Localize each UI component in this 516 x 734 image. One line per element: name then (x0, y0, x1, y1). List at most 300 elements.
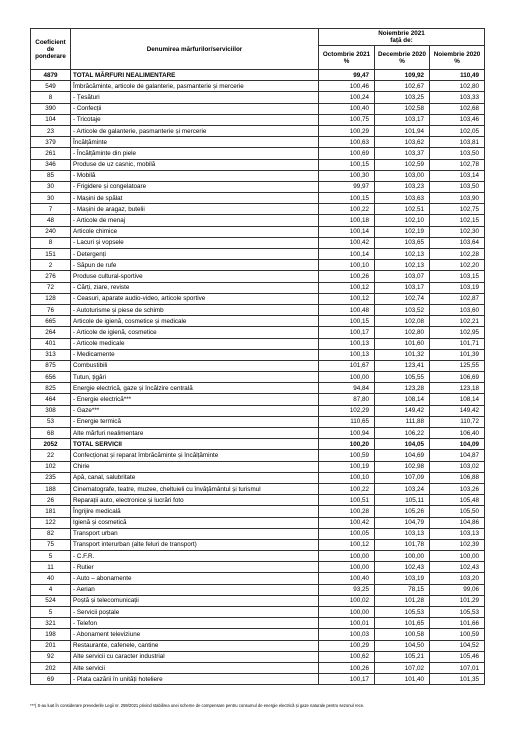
index-oct-cell: 94,84 (319, 383, 375, 394)
index-dec-cell: 102,13 (375, 249, 430, 260)
item-name-cell: Igienă și cosmetică (71, 517, 319, 528)
table-row (31, 584, 485, 595)
item-name-cell: Îmbrăcăminte, articole de galanterie, pasmanterie și mercerie (71, 81, 319, 92)
index-nov-cell: 103,46 (430, 114, 485, 125)
index-oct-cell: 100,15 (319, 316, 375, 327)
weight-cell: 104 (31, 114, 71, 125)
index-dec-cell: 101,40 (375, 674, 430, 685)
index-nov-cell: 102,75 (430, 204, 485, 215)
item-name-cell: - Detergenți (71, 249, 319, 260)
index-nov-cell: 106,88 (430, 472, 485, 483)
table-row (31, 81, 485, 92)
index-nov-cell: 101,29 (430, 595, 485, 606)
header-name: Denumirea mărfurilor/serviciilor (71, 29, 319, 70)
index-oct-cell: 100,69 (319, 148, 375, 159)
weight-cell: 188 (31, 483, 71, 494)
index-oct-cell: 100,29 (319, 125, 375, 136)
table-row (31, 618, 485, 629)
table-row (31, 137, 485, 148)
table-row (31, 237, 485, 248)
index-oct-cell: 100,13 (319, 349, 375, 360)
index-dec-cell: 102,43 (375, 562, 430, 573)
table-row (31, 595, 485, 606)
weight-cell: 128 (31, 293, 71, 304)
index-oct-cell: 100,24 (319, 92, 375, 103)
index-dec-cell: 101,28 (375, 595, 430, 606)
index-nov-cell: 149,42 (430, 405, 485, 416)
item-name-cell: Transport interurban (alte feluri de transport) (71, 539, 319, 550)
index-nov-cell: 101,71 (430, 338, 485, 349)
item-name-cell: - Articole de igienă, cosmetice (71, 327, 319, 338)
table-row (31, 450, 485, 461)
index-nov-cell: 102,68 (430, 103, 485, 114)
weight-cell: 75 (31, 539, 71, 550)
index-oct-cell: 102,29 (319, 405, 375, 416)
index-oct-cell: 100,19 (319, 461, 375, 472)
weight-cell: 549 (31, 81, 71, 92)
weight-cell: 313 (31, 349, 71, 360)
table-row (31, 338, 485, 349)
weight-cell: 26 (31, 495, 71, 506)
table-row (31, 495, 485, 506)
item-name-cell: Îngrijire medicală (71, 506, 319, 517)
table-row (31, 226, 485, 237)
index-nov-cell: 103,02 (430, 461, 485, 472)
table-row (31, 304, 485, 315)
weight-cell: 5 (31, 551, 71, 562)
item-name-cell: - Abonament televiziune (71, 629, 319, 640)
item-name-cell: TOTAL MĂRFURI NEALIMENTARE (71, 70, 319, 81)
item-name-cell: - Lacuri și vopsele (71, 237, 319, 248)
index-oct-cell: 100,59 (319, 450, 375, 461)
weight-cell: 2052 (31, 439, 71, 450)
table-row (31, 416, 485, 427)
weight-cell: 665 (31, 316, 71, 327)
item-name-cell: - Articole medicale (71, 338, 319, 349)
weight-cell: 7 (31, 204, 71, 215)
index-oct-cell: 100,14 (319, 249, 375, 260)
index-dec-cell: 103,17 (375, 282, 430, 293)
table-row (31, 383, 485, 394)
item-name-cell: - Servicii poștale (71, 607, 319, 618)
table-row (31, 215, 485, 226)
table-row (31, 103, 485, 114)
index-dec-cell: 104,79 (375, 517, 430, 528)
table-row (31, 204, 485, 215)
index-oct-cell: 100,51 (319, 495, 375, 506)
index-nov-cell: 105,48 (430, 495, 485, 506)
item-name-cell: Combustibili (71, 360, 319, 371)
item-name-cell: - Telefon (71, 618, 319, 629)
weight-cell: 151 (31, 249, 71, 260)
weight-cell: 2 (31, 260, 71, 271)
table-row (31, 249, 485, 260)
index-oct-cell: 100,40 (319, 103, 375, 114)
table-row (31, 528, 485, 539)
weight-cell: 30 (31, 181, 71, 192)
index-dec-cell: 105,21 (375, 651, 430, 662)
index-oct-cell: 100,22 (319, 483, 375, 494)
index-oct-cell: 100,00 (319, 372, 375, 383)
table-row (31, 193, 485, 204)
index-nov-cell: 102,80 (430, 81, 485, 92)
weight-cell: 202 (31, 662, 71, 673)
header-oct: Octombrie 2021 % (319, 46, 375, 70)
index-nov-cell: 103,33 (430, 92, 485, 103)
table-row (31, 327, 485, 338)
item-name-cell: - Aerian (71, 584, 319, 595)
index-oct-cell: 100,15 (319, 193, 375, 204)
index-oct-cell: 100,22 (319, 204, 375, 215)
item-name-cell: - Încălțăminte din piele (71, 148, 319, 159)
table-row (31, 170, 485, 181)
item-name-cell: Alte mărfuri nealimentare (71, 428, 319, 439)
item-name-cell: Chirie (71, 461, 319, 472)
item-name-cell: Tutun, țigări (71, 372, 319, 383)
table-row (31, 651, 485, 662)
table-row (31, 360, 485, 371)
index-oct-cell: 100,05 (319, 528, 375, 539)
index-dec-cell: 149,42 (375, 405, 430, 416)
index-nov-cell: 102,78 (430, 159, 485, 170)
index-nov-cell: 105,53 (430, 607, 485, 618)
index-oct-cell: 99,47 (319, 70, 375, 81)
index-nov-cell: 102,95 (430, 327, 485, 338)
index-dec-cell: 103,62 (375, 137, 430, 148)
index-dec-cell: 111,88 (375, 416, 430, 427)
index-dec-cell: 106,22 (375, 428, 430, 439)
index-dec-cell: 103,07 (375, 271, 430, 282)
index-dec-cell: 101,65 (375, 618, 430, 629)
index-oct-cell: 100,62 (319, 651, 375, 662)
index-dec-cell: 105,53 (375, 607, 430, 618)
item-name-cell: Poștă și telecomunicații (71, 595, 319, 606)
table-row (31, 260, 485, 271)
item-name-cell: Încălțăminte (71, 137, 319, 148)
index-dec-cell: 103,13 (375, 528, 430, 539)
item-name-cell: - Gaze*** (71, 405, 319, 416)
index-dec-cell: 103,00 (375, 170, 430, 181)
index-dec-cell: 104,05 (375, 439, 430, 450)
item-name-cell: - Rutier (71, 562, 319, 573)
index-oct-cell: 100,01 (319, 618, 375, 629)
index-oct-cell: 100,00 (319, 607, 375, 618)
table-row (31, 148, 485, 159)
index-nov-cell: 104,52 (430, 640, 485, 651)
index-dec-cell: 101,60 (375, 338, 430, 349)
table-row (31, 674, 485, 685)
index-dec-cell: 103,17 (375, 114, 430, 125)
index-dec-cell: 105,55 (375, 372, 430, 383)
item-name-cell: - Mobilă (71, 170, 319, 181)
index-nov-cell: 103,90 (430, 193, 485, 204)
item-name-cell: - Mașini de aragaz, butelii (71, 204, 319, 215)
table-row (31, 551, 485, 562)
weight-cell: 85 (31, 170, 71, 181)
index-dec-cell: 102,19 (375, 226, 430, 237)
index-nov-cell: 102,43 (430, 562, 485, 573)
item-name-cell: - Plata cazării în unități hoteliere (71, 674, 319, 685)
index-nov-cell: 101,66 (430, 618, 485, 629)
index-oct-cell: 100,48 (319, 304, 375, 315)
index-dec-cell: 100,58 (375, 629, 430, 640)
item-name-cell: Produse cultural-sportive (71, 271, 319, 282)
table-row (31, 293, 485, 304)
index-oct-cell: 100,17 (319, 674, 375, 685)
index-dec-cell: 105,11 (375, 495, 430, 506)
weight-cell: 240 (31, 226, 71, 237)
weight-cell: 48 (31, 215, 71, 226)
index-dec-cell: 102,08 (375, 316, 430, 327)
weight-cell: 346 (31, 159, 71, 170)
index-oct-cell: 100,46 (319, 81, 375, 92)
weight-cell: 72 (31, 282, 71, 293)
index-nov-cell: 110,72 (430, 416, 485, 427)
item-name-cell: - Medicamente (71, 349, 319, 360)
index-oct-cell: 100,42 (319, 517, 375, 528)
index-nov-cell: 107,01 (430, 662, 485, 673)
item-name-cell: Articole de igienă, cosmetice și medicale (71, 316, 319, 327)
weight-cell: 5 (31, 607, 71, 618)
index-dec-cell: 100,00 (375, 551, 430, 562)
index-nov-cell: 103,64 (430, 237, 485, 248)
index-oct-cell: 100,02 (319, 595, 375, 606)
weight-cell: 69 (31, 674, 71, 685)
table-body (31, 70, 485, 685)
index-nov-cell: 102,15 (430, 215, 485, 226)
index-dec-cell: 102,98 (375, 461, 430, 472)
index-dec-cell: 108,14 (375, 394, 430, 405)
index-oct-cell: 100,14 (319, 226, 375, 237)
table-row (31, 92, 485, 103)
table-row (31, 114, 485, 125)
index-nov-cell: 103,26 (430, 483, 485, 494)
index-nov-cell: 103,19 (430, 282, 485, 293)
item-name-cell: - Tricotaje (71, 114, 319, 125)
index-dec-cell: 103,24 (375, 483, 430, 494)
index-oct-cell: 100,40 (319, 573, 375, 584)
table-row (31, 517, 485, 528)
item-name-cell: - Cărți, ziare, reviste (71, 282, 319, 293)
weight-cell: 308 (31, 405, 71, 416)
weight-cell: 198 (31, 629, 71, 640)
index-oct-cell: 100,94 (319, 428, 375, 439)
table-row (31, 428, 485, 439)
item-name-cell: - Energie electrică*** (71, 394, 319, 405)
table-header (31, 29, 485, 70)
weight-cell: 390 (31, 103, 71, 114)
weight-cell: 235 (31, 472, 71, 483)
index-oct-cell: 100,26 (319, 662, 375, 673)
index-nov-cell: 102,39 (430, 539, 485, 550)
index-oct-cell: 99,97 (319, 181, 375, 192)
table-row (31, 472, 485, 483)
index-nov-cell: 110,49 (430, 70, 485, 81)
table-row (31, 573, 485, 584)
index-nov-cell: 105,50 (430, 506, 485, 517)
table-row (31, 316, 485, 327)
header-period (319, 29, 485, 46)
index-nov-cell: 106,40 (430, 428, 485, 439)
index-dec-cell: 103,23 (375, 181, 430, 192)
weight-cell: 122 (31, 517, 71, 528)
weight-cell: 8 (31, 237, 71, 248)
weight-cell: 82 (31, 528, 71, 539)
index-oct-cell: 100,28 (319, 506, 375, 517)
weight-cell: 875 (31, 360, 71, 371)
table-row (31, 271, 485, 282)
table-row (31, 640, 485, 651)
table-row (31, 439, 485, 450)
index-oct-cell: 100,30 (319, 170, 375, 181)
index-dec-cell: 101,78 (375, 539, 430, 550)
index-oct-cell: 100,29 (319, 640, 375, 651)
weight-cell: 22 (31, 450, 71, 461)
table-row (31, 282, 485, 293)
item-name-cell: TOTAL SERVICII (71, 439, 319, 450)
index-nov-cell: 102,21 (430, 316, 485, 327)
header-nov: Noiembrie 2020 % (430, 46, 485, 70)
weight-cell: 40 (31, 573, 71, 584)
index-dec-cell: 103,52 (375, 304, 430, 315)
index-nov-cell: 123,18 (430, 383, 485, 394)
index-dec-cell: 103,25 (375, 92, 430, 103)
weight-cell: 92 (31, 651, 71, 662)
index-oct-cell: 100,12 (319, 282, 375, 293)
index-nov-cell: 103,50 (430, 181, 485, 192)
item-name-cell: - Confecții (71, 103, 319, 114)
index-oct-cell: 100,75 (319, 114, 375, 125)
table-row (31, 372, 485, 383)
item-name-cell: - Articole de galanterie, pasmanterie și mercerie (71, 125, 319, 136)
index-nov-cell: 102,05 (430, 125, 485, 136)
item-name-cell: Apă, canal, salubritate (71, 472, 319, 483)
item-name-cell: - Săpun de rufe (71, 260, 319, 271)
index-oct-cell: 100,00 (319, 562, 375, 573)
weight-cell: 264 (31, 327, 71, 338)
index-dec-cell: 123,28 (375, 383, 430, 394)
index-dec-cell: 104,69 (375, 450, 430, 461)
weight-cell: 4879 (31, 70, 71, 81)
table-row (31, 539, 485, 550)
weight-cell: 464 (31, 394, 71, 405)
index-oct-cell: 100,63 (319, 137, 375, 148)
index-oct-cell: 100,10 (319, 472, 375, 483)
index-oct-cell: 100,10 (319, 260, 375, 271)
weight-cell: 201 (31, 640, 71, 651)
weight-cell: 68 (31, 428, 71, 439)
index-dec-cell: 102,13 (375, 260, 430, 271)
index-dec-cell: 109,92 (375, 70, 430, 81)
index-oct-cell: 101,67 (319, 360, 375, 371)
index-nov-cell: 103,20 (430, 573, 485, 584)
index-nov-cell: 104,87 (430, 450, 485, 461)
table-row (31, 662, 485, 673)
index-dec-cell: 101,94 (375, 125, 430, 136)
table-row (31, 70, 485, 81)
item-name-cell: Transport urban (71, 528, 319, 539)
item-name-cell: - Ceasuri, aparate audio-video, articole sportive (71, 293, 319, 304)
index-dec-cell: 102,58 (375, 103, 430, 114)
index-nov-cell: 103,13 (430, 528, 485, 539)
index-oct-cell: 100,15 (319, 159, 375, 170)
table-row (31, 349, 485, 360)
footnote: ***) S-au luat în considerare prevederile Legii nr. 259/2021 privind stabilirea unei scheme de compensare pentru consumul de energie electrică și gaze naturale pentru sezonul rece. (30, 703, 365, 708)
item-name-cell: Produse de uz casnic, mobilă (71, 159, 319, 170)
table-row (31, 483, 485, 494)
item-name-cell: Articole chimice (71, 226, 319, 237)
index-dec-cell: 105,26 (375, 506, 430, 517)
index-oct-cell: 100,12 (319, 539, 375, 550)
index-oct-cell: 93,25 (319, 584, 375, 595)
index-nov-cell: 105,46 (430, 651, 485, 662)
table-row (31, 394, 485, 405)
item-name-cell: - Energie termică (71, 416, 319, 427)
item-name-cell: Confecționat și reparat îmbrăcăminte și încălțăminte (71, 450, 319, 461)
index-nov-cell: 102,30 (430, 226, 485, 237)
item-name-cell: Alte servicii (71, 662, 319, 673)
index-oct-cell: 100,03 (319, 629, 375, 640)
index-dec-cell: 102,59 (375, 159, 430, 170)
weight-cell: 30 (31, 193, 71, 204)
index-nov-cell: 103,15 (430, 271, 485, 282)
index-dec-cell: 102,80 (375, 327, 430, 338)
index-nov-cell: 101,35 (430, 674, 485, 685)
index-nov-cell: 103,50 (430, 148, 485, 159)
weight-cell: 181 (31, 506, 71, 517)
header-weight: Coeficient de ponderare (31, 29, 71, 70)
index-dec-cell: 102,67 (375, 81, 430, 92)
item-name-cell: - Autoturisme și piese de schimb (71, 304, 319, 315)
item-name-cell: - Mașini de spălat (71, 193, 319, 204)
item-name-cell: - C.F.R. (71, 551, 319, 562)
item-name-cell: Cinematografe, teatre, muzee, cheltuieli cu învățământul și turismul (71, 483, 319, 494)
weight-cell: 379 (31, 137, 71, 148)
index-dec-cell: 102,51 (375, 204, 430, 215)
weight-cell: 401 (31, 338, 71, 349)
index-oct-cell: 110,65 (319, 416, 375, 427)
index-oct-cell: 100,18 (319, 215, 375, 226)
index-oct-cell: 100,00 (319, 551, 375, 562)
weight-cell: 656 (31, 372, 71, 383)
weight-cell: 23 (31, 125, 71, 136)
table-row (31, 181, 485, 192)
index-nov-cell: 103,81 (430, 137, 485, 148)
weight-cell: 102 (31, 461, 71, 472)
weight-cell: 524 (31, 595, 71, 606)
index-dec-cell: 103,63 (375, 193, 430, 204)
index-nov-cell: 108,14 (430, 394, 485, 405)
index-oct-cell: 100,13 (319, 338, 375, 349)
table-row (31, 125, 485, 136)
index-nov-cell: 102,20 (430, 260, 485, 271)
index-nov-cell: 125,55 (430, 360, 485, 371)
index-dec-cell: 103,37 (375, 148, 430, 159)
item-name-cell: - Țesături (71, 92, 319, 103)
cpi-table-container (30, 28, 484, 685)
index-nov-cell: 106,69 (430, 372, 485, 383)
table-row (31, 506, 485, 517)
index-nov-cell: 102,87 (430, 293, 485, 304)
index-nov-cell: 99,06 (430, 584, 485, 595)
header-period-sub: față de: (390, 37, 413, 44)
index-dec-cell: 103,19 (375, 573, 430, 584)
item-name-cell: - Frigidere și congelatoare (71, 181, 319, 192)
item-name-cell: Alte servicii cu caracter industrial (71, 651, 319, 662)
index-oct-cell: 100,12 (319, 293, 375, 304)
index-dec-cell: 123,41 (375, 360, 430, 371)
table-row (31, 629, 485, 640)
